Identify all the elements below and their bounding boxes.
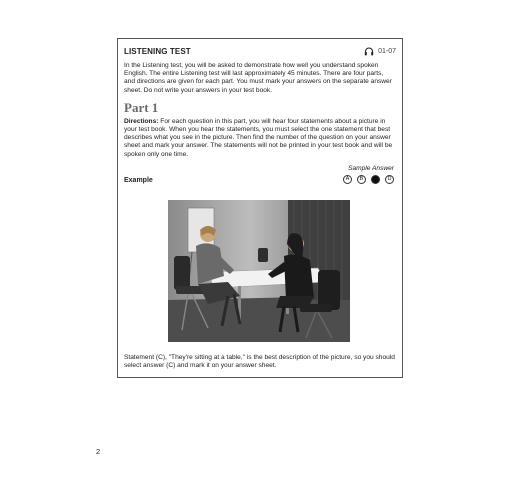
example-explanation: Statement (C), "They're sitting at a table," is the best description of the picture, so you should select answer (C) and mark it on your answer sheet.	[124, 354, 395, 370]
directions-paragraph	[124, 118, 396, 159]
section-title: LISTENING TEST	[124, 46, 191, 56]
answer-bubble-d: D	[385, 175, 394, 184]
directions-text: For each question in this part, you will hear four statements about a picture in your test book. When you hear the statements, you must select the one statement that best describes what you see in the picture. Then find the number of the question on your answer sheet and mark your answer. The statements will not be printed in your test book and will be spoken only one time.	[124, 117, 393, 158]
page-number: 2	[96, 447, 101, 456]
answer-bubble-a: A	[343, 175, 352, 184]
section-header	[124, 44, 396, 58]
test-page-frame	[117, 38, 403, 378]
example-label: Example	[124, 176, 153, 184]
answer-bubble-b: B	[357, 175, 366, 184]
example-photo	[168, 200, 350, 342]
part-title: Part 1	[124, 99, 159, 115]
directions-label: Directions:	[124, 117, 159, 125]
audio-track	[364, 47, 396, 56]
example-row	[124, 165, 396, 187]
sample-answer-label: Sample Answer	[348, 164, 394, 172]
intro-paragraph: In the Listening test, you will be asked to demonstrate how well you understand spoken English. The entire Listening test will last approximately 45 minutes. There are four parts, and directions are given for each part. You must mark your answers on the separate answer sheet. Do not write your answers in your test book.	[124, 62, 392, 94]
answer-bubble-c-selected: C	[371, 175, 380, 184]
headphones-icon	[364, 47, 374, 56]
answer-bubbles	[343, 175, 394, 184]
track-number: 01-07	[378, 47, 396, 55]
